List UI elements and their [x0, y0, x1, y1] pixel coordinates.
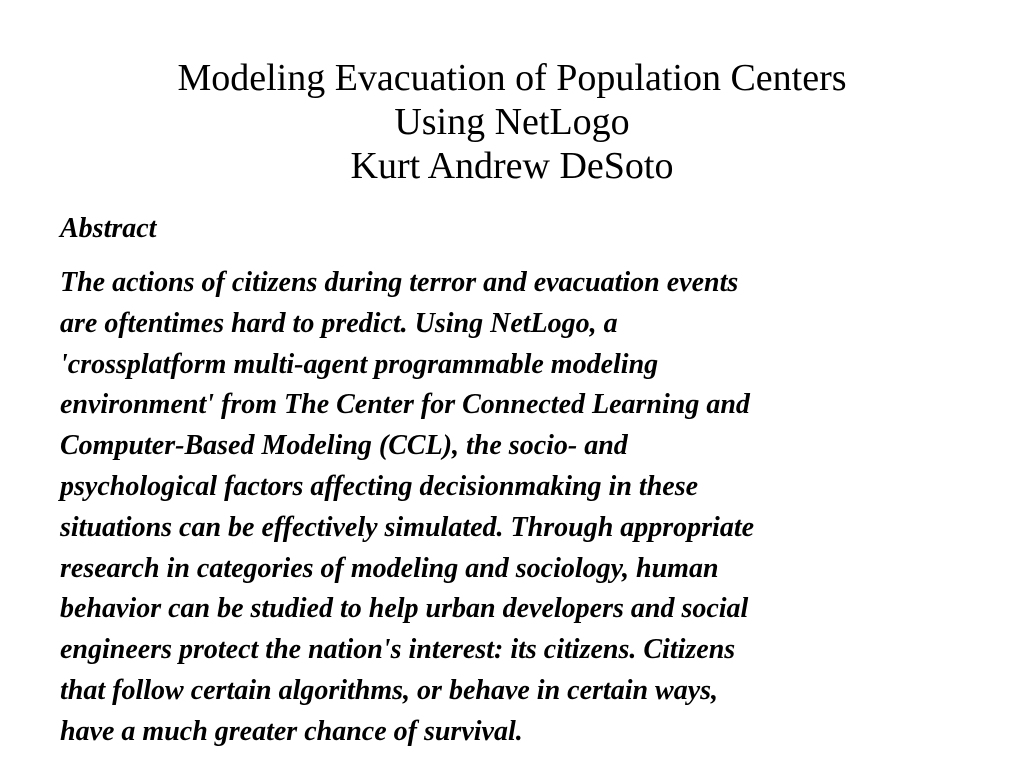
abstract-line: situations can be effectively simulated. Through appropriate: [60, 511, 755, 543]
title-line-sub: Using NetLogo: [394, 101, 630, 143]
abstract-line: research in categories of modeling and sociology, human: [60, 552, 719, 584]
abstract-line: psychological factors affecting decisionmaking in these: [60, 470, 699, 502]
abstract-line: have a much greater chance of survival.: [60, 715, 523, 747]
abstract-line: Computer-Based Modeling (CCL), the socio- and: [60, 430, 628, 462]
abstract-line: behavior can be studied to help urban developers and social: [60, 593, 749, 625]
abstract-heading: Abstract: [60, 213, 157, 244]
abstract-line: environment' from The Center for Connected Learning and: [60, 389, 750, 421]
abstract-line: The actions of citizens during terror and evacuation events: [60, 267, 739, 298]
abstract-line: that follow certain algorithms, or behave in certain ways,: [60, 674, 719, 706]
title-block: [0, 56, 1024, 188]
abstract-body: [60, 263, 960, 753]
author-name: Kurt Andrew DeSoto: [350, 145, 674, 187]
title-line-main: Modeling Evacuation of Population Centers: [177, 57, 847, 99]
abstract-line: engineers protect the nation's interest: its citizens. Citizens: [60, 634, 736, 666]
abstract-line: 'crossplatform multi-agent programmable modeling: [60, 348, 659, 380]
abstract-line: are oftentimes hard to predict. Using NetLogo, a: [60, 307, 618, 339]
